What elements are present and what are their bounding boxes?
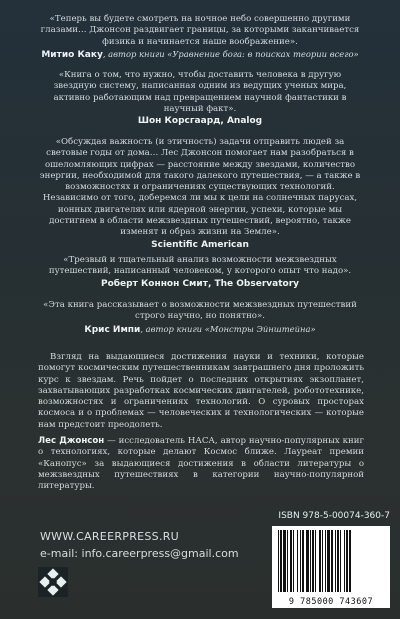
email-link[interactable]: e-mail: info.careerpress@gmail.com [40, 547, 239, 560]
barcode-icon [272, 526, 390, 596]
careerpress-logo-icon [38, 567, 68, 597]
author-name: Крис Импи [84, 324, 141, 335]
quote-author: Scientific American [151, 239, 249, 250]
quote-author [0, 324, 400, 335]
quote-text: «Теперь вы будете смотреть на ночное небо совершенно другими глазами… Джонсон раздвигает границы, за которыми заканчивается физика и начинается наше воображение». [40, 14, 360, 47]
author-name: Митио Каку [41, 49, 103, 60]
quote-text: «Книга о том, что нужно, чтобы доставить человека в другую звездную систему, написанная одним из ведущих ученых мира, активно работающим над превращением научной фантастики в научный факт». [53, 70, 347, 114]
barcode-digits: 9 785000 743607 [272, 596, 390, 608]
quote-author [0, 49, 400, 60]
quote-block-impey [0, 300, 400, 335]
quote-block-korsgaard [0, 70, 400, 126]
quote-block-smith [0, 255, 400, 289]
author-role: , автор книги «Монстры Эйнштейна» [140, 323, 316, 334]
description-text: Взгляд на выдающиеся достижения науки и техники, которые помогут космическим путешественникам завтрашнего дня проложить курс к звездам. Речь пойдет о последних открытиях экзопланет, захватывающих разработках космических двигателей, робототехнике, возможностях и ограничениях технологий. О суровых просторах космоса и о проблемах — человеческих и технологических — которые нам предстоит преодолеть. [38, 352, 364, 430]
isbn: ISBN 978-5-00074-360-7 [278, 511, 390, 521]
quote-author: Шон Корсгаард, Analog [137, 116, 263, 127]
bio-author-name: Лес Джонсон [38, 436, 105, 446]
quote-block-sciam [0, 137, 400, 250]
bio-text: — исследователь НАСА, автор научно-популярных книг о технологиях, которые делают Космос ближе. Лауреат премии «Канопус» за выдающиеся достижения в области литературы о межзвездных путешествиях в категории научно-популярной литературы. [38, 436, 364, 492]
quote-text: «Трезвый и тщательный анализ возможности межзвездных путешествий, написанный человеком, у которого опыт что надо». [48, 255, 352, 277]
quote-block-kaku [0, 14, 400, 60]
quote-text: «Эта книга рассказывает о возможности межзвездных путешествий строго научно, но понятно». [43, 300, 357, 322]
quote-text: «Обсуждая важность (и этичность) задачи отправить людей за световые годы от дома… Лес Джонсон помогает нам разобраться в ошеломляющих цифрах — расстояние между звездами, количество энергии, необходимой для такого далекого путешествия, — а также в возможностях и ограничениях существующих технологий. Независимо от того, доберемся ли мы к цели на солнечных парусах, ионных двигателях или ядерной энергии, успехи, которые мы достигнем в области межзвездных путешествий, вероятно, также изменят и образ жизни на Земле». [39, 137, 361, 238]
author-bio [38, 436, 364, 492]
author-role: , автор книги «Уравнение бога: в поисках теории всего» [102, 48, 359, 59]
book-description [38, 352, 364, 431]
website-link[interactable]: WWW.CAREERPRESS.RU [40, 530, 180, 543]
bio-paragraph [38, 436, 364, 492]
quote-author: Роберт Коннон Смит, The Observatory [100, 278, 299, 289]
